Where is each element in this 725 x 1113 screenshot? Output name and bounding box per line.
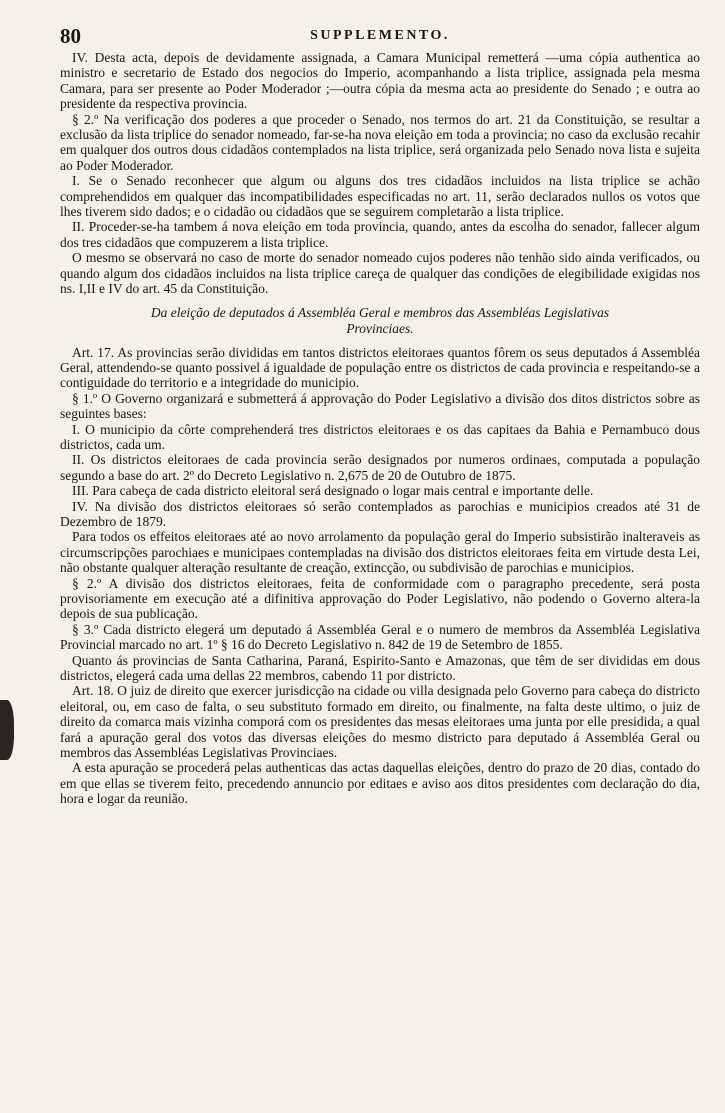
paragraph: Art. 17. As provincias serão divididas em tantos districtos eleitoraes quantos fôrem os seus deputados á Assembléa Geral, attendendo-se quanto possivel á igualdade de população entre os districtos de cada provincia e respeitando-se a contiguidade do territorio e a integridade do municipio. (60, 344, 700, 391)
paragraph: § 3.º Cada districto elegerá um deputado á Assembléa Geral e o numero de membros da Assembléa Legislativa Provincial marcado no art. 1º § 16 do Decreto Legislativo n. 842 de 19 de Setembro de 1855. (60, 621, 700, 653)
paragraph: IV. Desta acta, depois de devidamente assignada, a Camara Municipal remetterá —uma cópia authentica ao ministro e secretario de Estado dos negocios do Imperio, acompanhando a lista triplice, assignada pela mesma Camara, para ser presente ao Poder Moderador ;—outra cópia da mesma acta ao presidente do Senado ; e outra ao presidente da respectiva provincia. (60, 50, 700, 112)
running-title: SUPPLEMENTO. (310, 28, 450, 43)
paragraph: II. Os districtos eleitoraes de cada provincia serão designados por numeros ordinaes, computada a população segundo a base do art. 2º do Decreto Legislativo n. 2,675 de 20 de Outubro de 1875. (60, 452, 700, 483)
paragraph: I. Se o Senado reconhecer que algum ou alguns dos tres cidadãos incluidos na lista triplice se achão comprehendidos em qualquer das incompatibilidades especificadas no art. 11, serão declarados nullos os votos que lhes tiverem sido dados; e o cidadão ou cidadãos que se seguirem completarão a lista triplice. (60, 173, 700, 220)
paragraph: Quanto ás provincias de Santa Catharina, Paraná, Espirito-Santo e Amazonas, que têm de ser divididas em dous districtos, elegerá cada uma dellas 22 membros, cabendo 11 por districto. (60, 652, 700, 684)
page-header (60, 24, 700, 50)
paragraph: I. O municipio da côrte comprehenderá tres districtos eleitoraes e os das capitaes da Bahia e Pernambuco dous districtos, cada um. (60, 421, 700, 452)
paragraph: § 2.º A divisão dos districtos eleitoraes, feita de conformidade com o paragrapho precedente, será posta provisoriamente em execução até a difinitiva approvação do Poder Legislativo, não podendo o Governo altera-la depois de sua publicação. (60, 575, 700, 622)
binding-shadow (0, 700, 14, 760)
paragraph: III. Para cabeça de cada districto eleitoral será designado o logar mais central e importante delle. (72, 483, 594, 499)
paragraph: II. Proceder-se-ha tambem á nova eleição em toda provincia, quando, antes da escolha do senador, fallecer algum dos tres cidadãos que compuzerem a lista triplice. (60, 219, 700, 250)
text-body-b (60, 345, 700, 807)
paragraph: IV. Na divisão dos districtos eleitoraes só serão contemplados as parochias e municipios creados até 31 de Dezembro de 1879. (60, 498, 700, 529)
paragraph: Art. 18. O juiz de direito que exercer jurisdicção na cidade ou villa designada pelo Governo para cabeça do districto eleitoral, ou, em caso de falta, o seu substituto formado em direito, ou finalmente, na falta deste ultimo, o juiz de direito da comarca mais vizinha comporá com os presidentes das mesas eleitoraes uma junta por elle presidida, a qual fará a apuração geral dos votos das diversas eleições do mesmo districto para deputado á Assembléa Geral ou membros das Assembléas Legislativas Provinciaes. (60, 683, 700, 761)
paragraph: § 2.º Na verificação dos poderes a que proceder o Senado, nos termos do art. 21 da Constituição, se resultar a exclusão da lista triplice do senador nomeado, far-se-ha nova eleição em toda a provincia; no caso da exclusão recahir em qualquer dos outros dous cidadãos contemplados na lista triplice, será organizada pelo Senado nova lista e sujeita ao Poder Moderador. (60, 111, 700, 173)
paragraph: Para todos os effeitos eleitoraes até ao novo arrolamento da população geral do Imperio subsistirão inalteraveis as circumscripções parochiaes e municipaes contempladas na divisão dos districtos eleitoraes feita em virtude desta Lei, não obstante qualquer alteração resultante de creação, extincção, ou subdivisão de parochias e municipios. (60, 529, 700, 576)
section-heading (60, 305, 700, 337)
section-heading-line: Da eleição de deputados á Assembléa Geral e membros das Assembléas Legislativas (150, 304, 610, 320)
paragraph: § 1.º O Governo organizará e submetterá á approvação do Poder Legislativo a divisão dos ditos districtos sobre as seguintes bases: (60, 390, 700, 422)
page-number: 80 (60, 24, 81, 48)
paragraph: O mesmo se observará no caso de morte do senador nomeado cujos poderes não tenhão sido ainda verificados, ou quando algum dos cidadãos incluidos na lista triplice careça de qualquer das condições de elegibilidade exigidas nos ns. I,II e IV do art. 45 da Constituição. (60, 250, 700, 297)
document-page (60, 24, 700, 807)
section-heading-line: Provinciaes. (346, 320, 414, 336)
text-body-a (60, 50, 700, 297)
paragraph: A esta apuração se procederá pelas authenticas das actas daquellas eleições, dentro do prazo de 20 dias, contado do em que ellas se tiverem feito, precedendo annuncio por editaes e aviso aos ditos presidentes com declaração do dia, hora e logar da reunião. (60, 760, 700, 807)
